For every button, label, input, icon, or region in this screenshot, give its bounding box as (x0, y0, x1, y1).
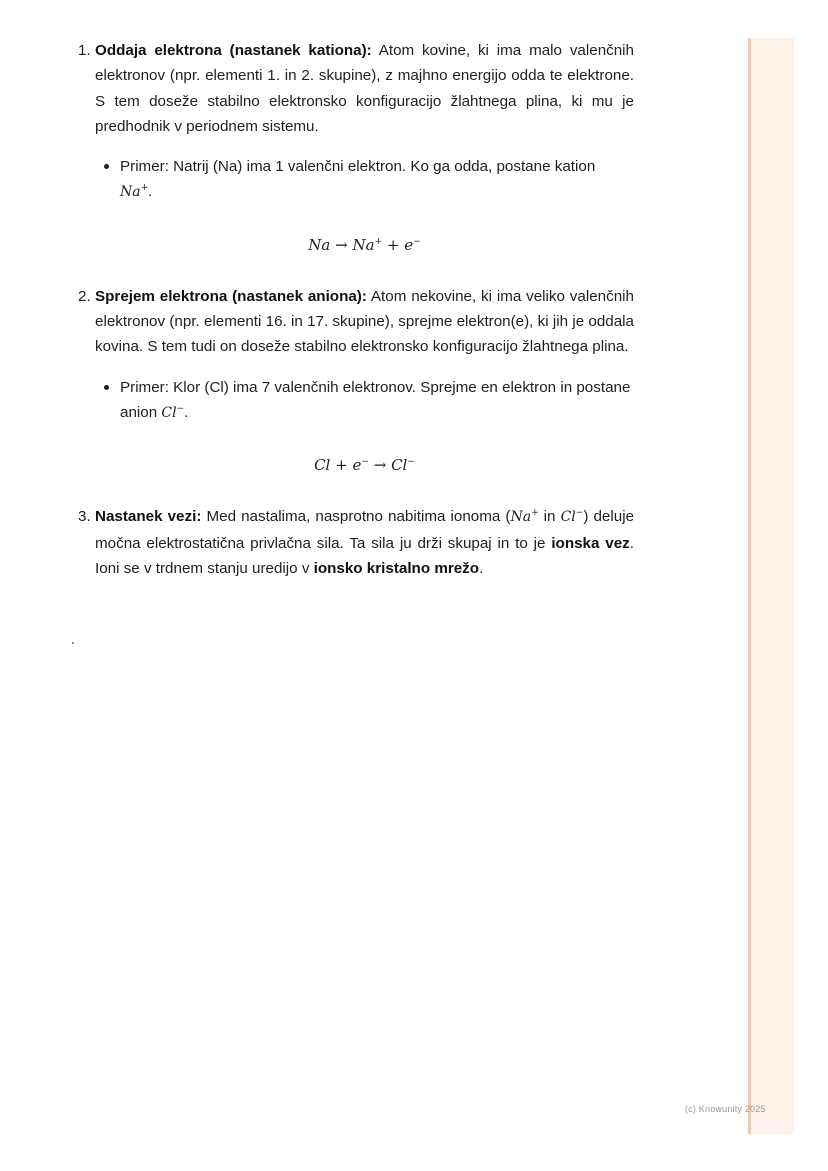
ion-cl: Cl− (560, 508, 584, 526)
term-kristalna-mreza: ionsko kristalno mrežo (313, 559, 480, 577)
bullet-text: Primer: Natrij (Na) ima 1 valenčni elektron. Ko ga odda, postane kation (120, 158, 596, 176)
bullet-dot-icon (104, 385, 109, 390)
side-margin-band (748, 38, 794, 1134)
item-number: 1. (78, 42, 91, 59)
item-paragraph (95, 284, 634, 360)
copyright-footer: (c) Knowunity 2025 (685, 1104, 766, 1114)
document-body (78, 38, 634, 581)
item-title: Nastanek vezi: (95, 508, 202, 526)
bullet-math: Cl− (161, 403, 185, 421)
bullet-text: Primer: Klor (Cl) ima 7 valenčnih elektronov. Sprejme en elektron in postane anion (120, 378, 631, 421)
example-bullet-1: Primer: Natrij (Na) ima 1 valenčni elektron. Ko ga odda, postane kation Na+. (95, 154, 634, 206)
item-paragraph (95, 38, 634, 139)
item-number: 2. (78, 287, 91, 305)
item-title: Sprejem elektrona (nastanek aniona): (95, 287, 367, 305)
item-text: Atom kovine, ki ima malo valenčnih elektronov (npr. elementi 1. in 2. skupine), z majhno energijo odda te elektrone. S tem doseže stabilno elektronsko konfiguracijo žlahtnega plina, ki mu je predhodnik v periodnem sistemu. (95, 42, 635, 135)
item-text: Atom nekovine, ki ima veliko valenčnih elektronov (npr. elementi 16. in 17. skupine), sprejme elektron(e), ki jih je oddala kovina. S tem tudi on doseže stabilno elektronsko konfiguracijo žlahtnega plina. (95, 287, 634, 356)
term-ionska-vez: ionska vez (551, 534, 630, 552)
list-item-2 (78, 284, 634, 360)
list-item-3 (78, 504, 634, 581)
stray-mark (72, 642, 74, 644)
bullet-math: Na+ (120, 183, 149, 201)
list-item-1 (78, 38, 634, 139)
equation-1: Na → Na+ + e− (308, 235, 421, 254)
item-number: 3. (78, 508, 91, 526)
bullet-dot-icon (104, 164, 109, 169)
example-bullet-2: Primer: Klor (Cl) ima 7 valenčnih elektronov. Sprejme en elektron in postane anion Cl−. (95, 375, 634, 427)
equation-2: Cl + e− → Cl− (314, 456, 415, 475)
item-paragraph: Nastanek vezi: Med nastalima, nasprotno nabitima ionoma (Na+ in Cl−) deluje močna elektrostatična privlačna sila. Ta sila ju drži skupaj in to je ionska vez. Ioni se v trdnem stanju uredijo v ionsko kristalno mrežo. (95, 508, 635, 577)
ion-na: Na+ (510, 508, 539, 526)
item-title: Oddaja elektrona (nastanek kationa): (95, 42, 372, 59)
